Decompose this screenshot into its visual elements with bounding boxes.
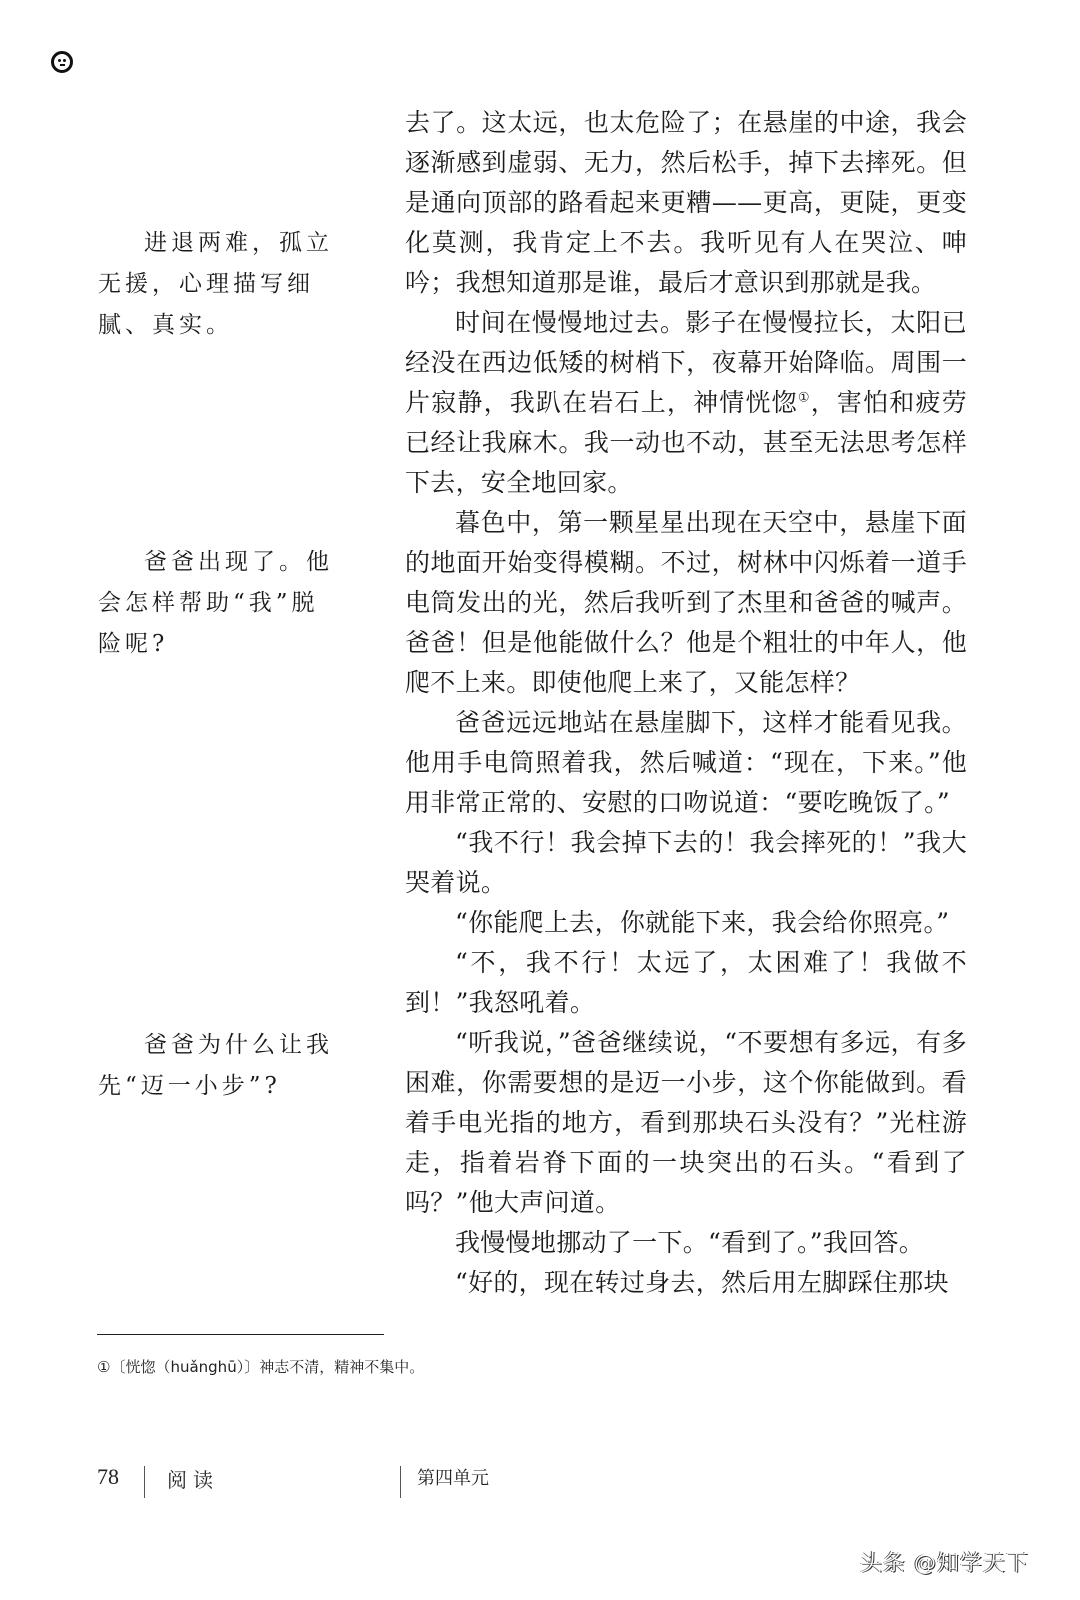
paragraph: “好的，现在转过身去，然后用左脚踩住那块	[455, 1268, 949, 1297]
paragraph: “我不行！我会掉下去的！我会摔死的！”我大哭着说。	[405, 828, 967, 897]
paragraph: 去了。这太远，也太危险了；在悬崖的中途，我会逐渐感到虚弱、无力，然后松手，掉下去摔死。但是通向顶部的路看起来更糟——更高，更陡，更变化莫测，我肯定上不去。我听见有人在哭泣、呻吟；我想知道那是谁，最后才意识到那就是我。	[405, 108, 967, 297]
side-note-text: 爸爸出现了。他会怎样帮助“我”脱险呢?	[98, 549, 333, 657]
paragraph-text: 时间在慢慢地过去。影子在慢慢拉长，太阳已经没在西边低矮的树梢下，夜幕开始降临。周围一片寂静，我趴在岩石上，神情恍惚	[405, 308, 967, 417]
smiley-mouth	[60, 64, 65, 66]
footnote-divider	[97, 1334, 384, 1335]
page-number: 78	[97, 1464, 119, 1489]
section-label: 阅读	[167, 1468, 219, 1492]
side-note-text: 爸爸为什么让我先“迈一小步”?	[98, 1032, 333, 1099]
paragraph: 我慢慢地挪动了一下。“看到了。”我回答。	[455, 1228, 925, 1257]
footnote-marker[interactable]: ①	[797, 390, 811, 406]
smiley-eye-left	[58, 59, 61, 62]
paragraph	[405, 303, 967, 503]
unit-label: 第四单元	[417, 1468, 489, 1489]
side-note-1	[98, 223, 338, 346]
smiley-face-icon	[51, 51, 73, 73]
side-note-2	[98, 542, 338, 665]
paragraph: “听我说，”爸爸继续说，“不要想有多远，有多困难，你需要想的是迈一小步，这个你能做到。看着手电光指的地方，看到那块石头没有？”光柱游走，指着岩脊下面的一块突出的石头。“看到了吗？”他大声问道。	[405, 1028, 967, 1217]
side-note-text: 进退两难，孤立无援，心理描写细腻、真实。	[98, 230, 333, 338]
paragraph: “不，我不行！太远了，太困难了！我做不到！”我怒吼着。	[405, 948, 967, 1017]
main-text-column	[405, 103, 967, 1303]
footer-divider	[400, 1466, 401, 1498]
footnote: ①〔恍惚（huǎnghū）〕神志不清，精神不集中。	[97, 1358, 425, 1376]
paragraph-text: ，害怕和疲劳已经让我麻木。我一动也不动，甚至无法思考怎样下去，安全地回家。	[405, 388, 967, 497]
watermark: 头条 @知学天下	[860, 1551, 1029, 1576]
footer-divider	[144, 1466, 145, 1498]
smiley-eye-right	[63, 59, 66, 62]
paragraph: “你能爬上去，你就能下来，我会给你照亮。”	[455, 908, 950, 937]
paragraph: 暮色中，第一颗星星出现在天空中，悬崖下面的地面开始变得模糊。不过，树林中闪烁着一道手电筒发出的光，然后我听到了杰里和爸爸的喊声。爸爸！但是他能做什么？他是个粗壮的中年人，他爬不上来。即使他爬上来了，又能怎样？	[405, 508, 967, 697]
side-note-3	[98, 1025, 338, 1107]
paragraph: 爸爸远远地站在悬崖脚下，这样才能看见我。他用手电筒照着我，然后喊道：“现在，下来。”他用非常正常的、安慰的口吻说道：“要吃晚饭了。”	[405, 708, 967, 817]
